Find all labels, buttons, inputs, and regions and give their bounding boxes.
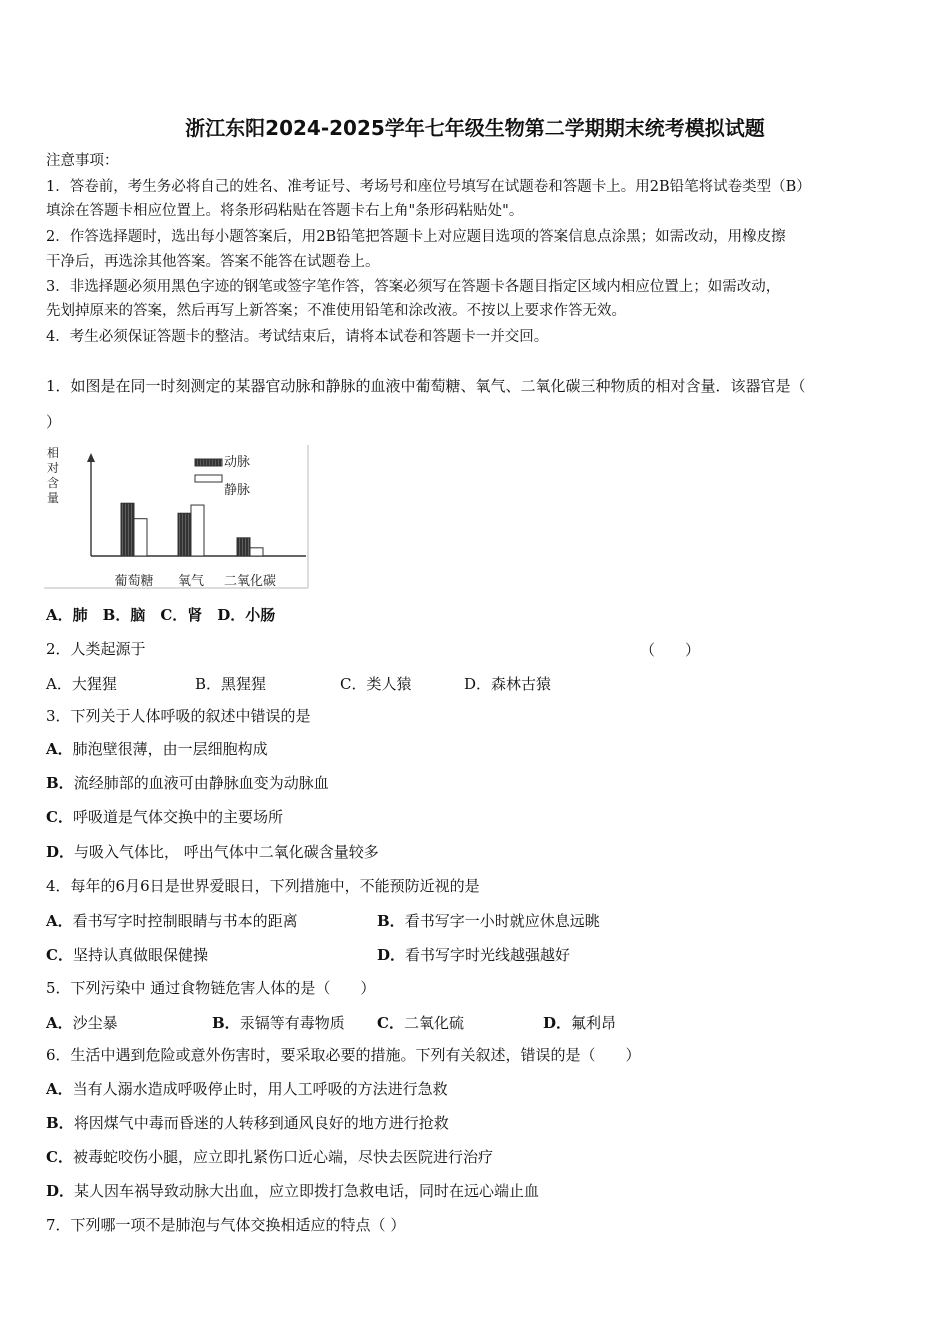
option-letter: C． bbox=[46, 1148, 73, 1166]
option-text: 看书写字时控制眼睛与书本的距离 bbox=[72, 912, 298, 930]
question-5-option-d bbox=[543, 1012, 616, 1033]
y-axis-label-char: 含 bbox=[46, 476, 60, 490]
legend-label-artery: 动脉 bbox=[224, 455, 251, 470]
bars bbox=[121, 503, 263, 556]
question-3-option-b bbox=[46, 773, 329, 793]
question-1-stem: 1．如图是在同一时刻测定的某器官动脉和静脉的血液中葡萄糖、氧气、二氧化碳三种物质的相对含量．该器官是（ bbox=[46, 377, 806, 395]
question-2-option-a: A．大猩猩 bbox=[46, 675, 117, 693]
question-4-option-d bbox=[377, 944, 570, 965]
option-text: 当有人溺水造成呼吸停止时，用人工呼吸的方法进行急救 bbox=[72, 1080, 448, 1098]
notice-line: 2．作答选择题时，选出每小题答案后，用2B铅笔把答题卡上对应题目选项的答案信息点涂黑；如需改动，用橡皮擦 bbox=[46, 229, 786, 245]
question-6-option-c bbox=[46, 1147, 493, 1167]
option-letter: B． bbox=[46, 774, 74, 792]
notice-line: 4．考生必须保证答题卡的整洁。考试结束后，请将本试卷和答题卡一并交回。 bbox=[46, 329, 549, 345]
legend-label-vein: 静脉 bbox=[224, 483, 251, 498]
notice-heading: 注意事项： bbox=[46, 153, 119, 169]
notice-line: 干净后，再选涂其他答案。答案不能答在试题卷上。 bbox=[46, 254, 380, 270]
option-text: 二氧化硫 bbox=[403, 1014, 464, 1032]
option-text: 沙尘暴 bbox=[72, 1014, 118, 1032]
question-2-stem: 2．人类起源于 bbox=[46, 640, 146, 658]
option-text: 被毒蛇咬伤小腿，应立即扎紧伤口近心端，尽快去医院进行治疗 bbox=[72, 1148, 493, 1166]
option-letter: D． bbox=[46, 843, 75, 861]
question-3-option-a bbox=[46, 739, 268, 759]
option-text: 汞镉等有毒物质 bbox=[239, 1014, 345, 1032]
x-tick-label: 二氧化碳 bbox=[223, 574, 277, 589]
legend-swatch-vein bbox=[195, 475, 222, 482]
option-letter: D． bbox=[543, 1014, 572, 1032]
question-2-option-d: D．森林古猿 bbox=[464, 675, 552, 693]
option-text: 肺泡壁很薄，由一层细胞构成 bbox=[72, 740, 268, 758]
option-letter: B． bbox=[46, 1114, 74, 1132]
bar-vein-3 bbox=[250, 548, 263, 556]
question-2-option-c: C．类人猿 bbox=[340, 675, 412, 693]
question-3-option-d bbox=[46, 842, 379, 862]
option-letter: C． bbox=[377, 1014, 404, 1032]
x-tick-label: 氧气 bbox=[177, 574, 205, 589]
y-axis-label-char: 对 bbox=[46, 461, 60, 475]
x-tick-label: 葡萄糖 bbox=[114, 574, 154, 589]
option-text: 看书写字一小时就应休息远眺 bbox=[404, 912, 600, 930]
legend bbox=[195, 454, 250, 498]
option-text: 氟利昂 bbox=[571, 1014, 617, 1032]
option-text: 坚持认真做眼保健操 bbox=[72, 946, 208, 964]
option-letter: D． bbox=[46, 1182, 75, 1200]
bar-artery-1 bbox=[121, 503, 134, 556]
question-2-option-b: B．黑猩猩 bbox=[195, 675, 267, 693]
notice-line: 先划掉原来的答案，然后再写上新答案；不准使用铅笔和涂改液。不按以上要求作答无效。 bbox=[46, 303, 626, 319]
question-5-stem: 5．下列污染中 通过食物链危害人体的是（ ） bbox=[46, 979, 376, 997]
option-text: 流经肺部的血液可由静脉血变为动脉血 bbox=[73, 774, 329, 792]
question-4-option-a bbox=[46, 910, 298, 931]
option-letter: A． bbox=[46, 912, 73, 930]
y-axis-label-char: 相 bbox=[46, 446, 60, 460]
option-text: 某人因车祸导致动脉大出血，应立即拨打急救电话，同时在远心端止血 bbox=[74, 1182, 540, 1200]
option-letter: A． bbox=[46, 1080, 73, 1098]
question-3-stem: 3．下列关于人体呼吸的叙述中错误的是 bbox=[46, 707, 311, 725]
y-axis-label-char: 量 bbox=[46, 491, 60, 505]
notice-line: 3．非选择题必须用黑色字迹的钢笔或签字笔作答，答案必须写在答题卡各题目指定区域内相应位置上；如需改动， bbox=[46, 279, 781, 295]
question-2-bracket: （ ） bbox=[640, 641, 701, 659]
question-6-stem: 6．生活中遇到危险或意外伤害时，要采取必要的措施。下列有关叙述，错误的是（ ） bbox=[46, 1046, 641, 1064]
legend-swatch-artery bbox=[195, 459, 222, 466]
bar-artery-2 bbox=[178, 513, 191, 556]
question-1-chart bbox=[44, 445, 310, 590]
x-tick-labels bbox=[114, 573, 276, 589]
question-3-option-c bbox=[46, 807, 283, 827]
bar-artery-3 bbox=[237, 538, 250, 556]
question-7-stem: 7．下列哪一项不是肺泡与气体交换相适应的特点（ ） bbox=[46, 1216, 406, 1234]
option-text: 呼吸道是气体交换中的主要场所 bbox=[72, 808, 283, 826]
notice-line: 1．答卷前，考生务必将自己的姓名、准考证号、考场号和座位号填写在试题卷和答题卡上。用2B铅笔将试卷类型（B） bbox=[46, 179, 811, 195]
option-letter: B． bbox=[212, 1014, 240, 1032]
option-text: 与吸入气体比， 呼出气体中二氧化碳含量较多 bbox=[74, 843, 379, 861]
question-5-option-c bbox=[377, 1012, 464, 1033]
option-letter: D． bbox=[377, 946, 406, 964]
notice-line: 填涂在答题卡相应位置上。将条形码粘贴在答题卡右上角"条形码粘贴处"。 bbox=[46, 203, 524, 219]
question-4-option-c bbox=[46, 944, 208, 965]
question-1-options: A．肺 B．脑 C．肾 D．小肠 bbox=[46, 606, 276, 624]
option-letter: A． bbox=[46, 1014, 73, 1032]
question-4-option-b bbox=[377, 910, 600, 931]
bar-chart bbox=[44, 445, 310, 590]
question-5-option-a bbox=[46, 1012, 118, 1033]
question-1-stem-end: ） bbox=[46, 413, 62, 431]
y-axis-label bbox=[47, 445, 59, 505]
question-5-option-b bbox=[212, 1012, 345, 1033]
y-axis-arrow bbox=[87, 453, 95, 462]
option-letter: C． bbox=[46, 946, 73, 964]
question-6-option-a bbox=[46, 1079, 448, 1099]
bar-vein-1 bbox=[134, 519, 147, 556]
option-letter: A． bbox=[46, 740, 73, 758]
option-text: 将因煤气中毒而昏迷的人转移到通风良好的地方进行抢救 bbox=[73, 1114, 449, 1132]
page-title: 浙江东阳2024-2025学年七年级生物第二学期期末统考模拟试题 bbox=[185, 116, 765, 140]
bar-vein-2 bbox=[191, 505, 204, 556]
question-6-option-b bbox=[46, 1113, 449, 1133]
option-letter: C． bbox=[46, 808, 73, 826]
question-6-option-d bbox=[46, 1181, 539, 1201]
question-4-stem: 4．每年的6月6日是世界爱眼日，下列措施中，不能预防近视的是 bbox=[46, 877, 480, 895]
option-letter: B． bbox=[377, 912, 405, 930]
option-text: 看书写字时光线越强越好 bbox=[405, 946, 571, 964]
